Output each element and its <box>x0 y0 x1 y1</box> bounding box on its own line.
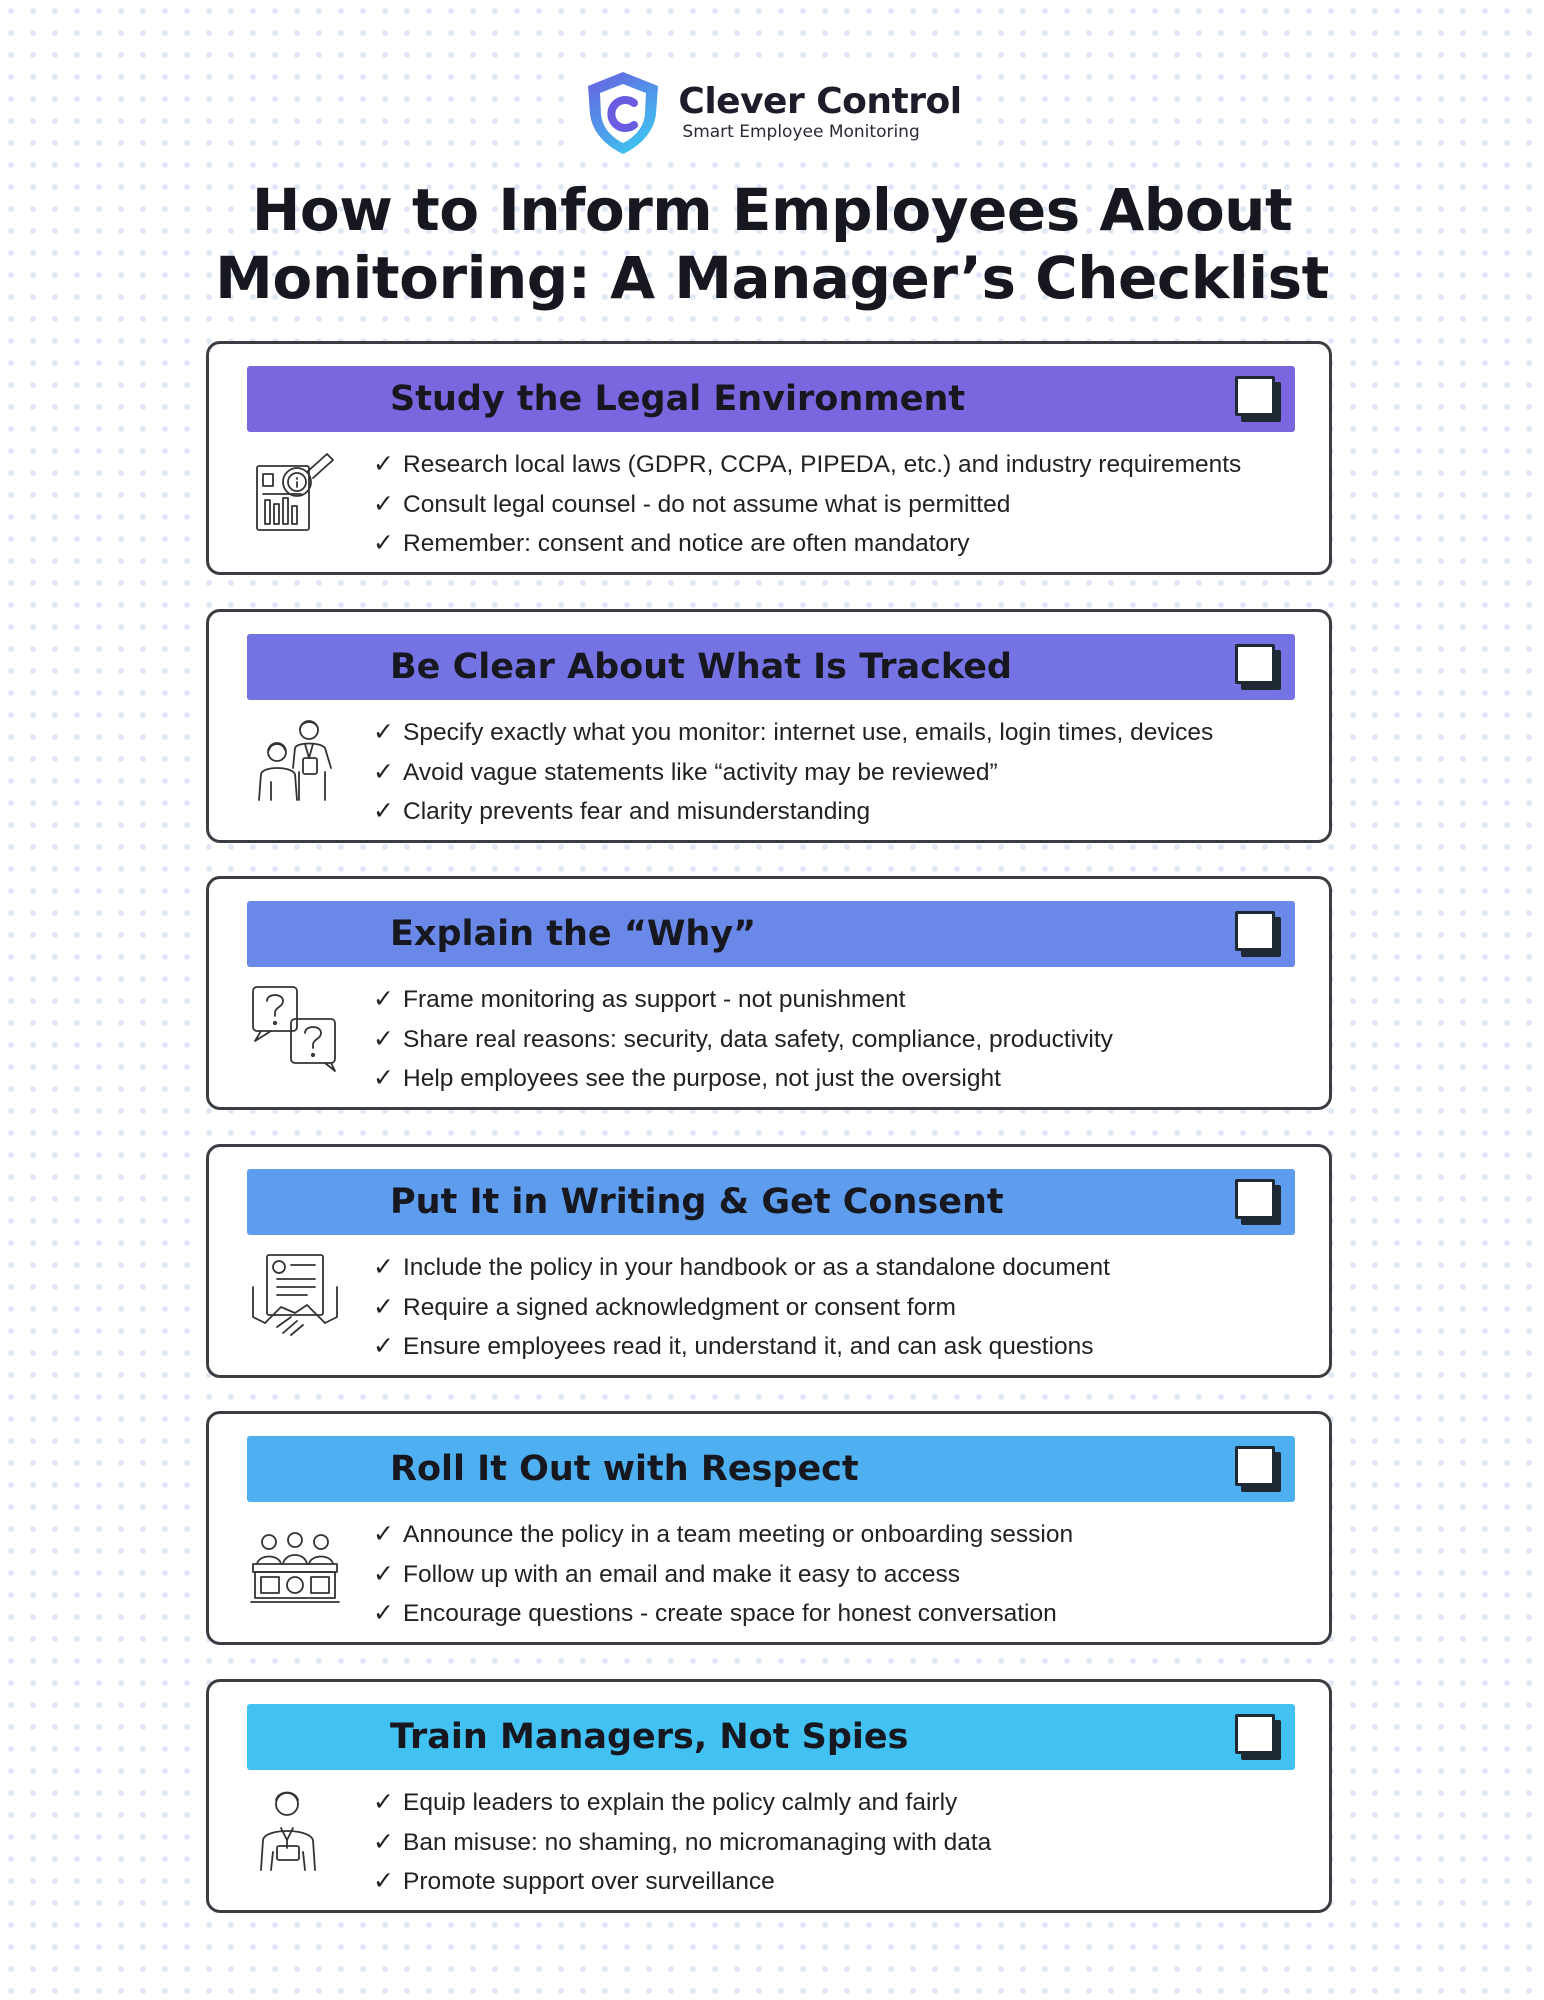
bullet-item <box>373 1514 1073 1554</box>
card-header <box>247 1436 1295 1502</box>
checklist-checkbox[interactable] <box>1235 911 1279 955</box>
bullet-text: Frame monitoring as support - not punishment <box>403 986 906 1013</box>
document-magnifier-icon <box>247 444 343 540</box>
bullet-item <box>373 1247 1110 1287</box>
checklist-card-1 <box>206 341 1332 575</box>
checkmark-icon: ✓ <box>373 488 394 518</box>
checkmark-icon: ✓ <box>373 1787 394 1816</box>
bullet-text: Specify exactly what you monitor: internet use, emails, login times, devices <box>403 719 1214 746</box>
card-title: Be Clear About What Is Tracked <box>390 647 1012 687</box>
page-title-line-2: Monitoring: A Manager’s Checklist <box>215 244 1329 312</box>
bullet-text: Ensure employees read it, understand it, and can ask questions <box>403 1333 1094 1360</box>
checkmark-icon: ✓ <box>373 1291 394 1321</box>
checklist-card-2 <box>206 609 1332 843</box>
bullet-list <box>373 444 1241 563</box>
checkmark-icon: ✓ <box>373 1252 394 1281</box>
people-conversation-icon <box>247 712 343 808</box>
bullet-item <box>373 752 1213 792</box>
team-meeting-icon <box>247 1514 343 1610</box>
bullet-item <box>373 1861 991 1901</box>
bullet-text: Equip leaders to explain the policy calmly and fairly <box>403 1789 958 1816</box>
bullet-list <box>373 712 1213 831</box>
card-header <box>247 901 1295 967</box>
card-title: Train Managers, Not Spies <box>390 1717 909 1757</box>
checklist-checkbox[interactable] <box>1235 1446 1279 1490</box>
bullet-text: Announce the policy in a team meeting or onboarding session <box>403 1521 1074 1548</box>
checkmark-icon: ✓ <box>373 1331 394 1360</box>
bullet-list <box>373 1782 991 1901</box>
bullet-text: Remember: consent and notice are often mandatory <box>403 530 970 557</box>
bullet-text: Help employees see the purpose, not just the oversight <box>403 1065 1001 1092</box>
checkmark-icon: ✓ <box>373 1063 394 1092</box>
checkmark-icon: ✓ <box>373 1866 394 1895</box>
checkmark-icon: ✓ <box>373 1519 394 1548</box>
bullet-item <box>373 1287 1110 1327</box>
brand-tagline: Smart Employee Monitoring <box>682 122 920 142</box>
bullet-text: Include the policy in your handbook or as a standalone document <box>403 1254 1110 1281</box>
card-title: Study the Legal Environment <box>390 379 966 419</box>
bullet-list <box>373 1514 1073 1633</box>
checkmark-icon: ✓ <box>373 796 394 825</box>
checkmark-icon: ✓ <box>373 1598 394 1627</box>
checkmark-icon: ✓ <box>373 756 394 786</box>
page-title-line-1: How to Inform Employees About <box>251 176 1293 244</box>
card-header <box>247 634 1295 700</box>
page-title <box>0 176 1544 312</box>
checklist-card-5 <box>206 1411 1332 1645</box>
checkbox-box <box>1235 644 1275 684</box>
bullet-text: Follow up with an email and make it easy to access <box>403 1560 960 1588</box>
checklist-checkbox[interactable] <box>1235 376 1279 420</box>
question-bubbles-icon <box>247 979 343 1075</box>
bullet-item <box>373 1554 1073 1594</box>
checklist-checkbox[interactable] <box>1235 1714 1279 1758</box>
bullet-text: Require a signed acknowledgment or consent form <box>403 1293 956 1321</box>
bullet-item <box>373 1782 991 1822</box>
bullet-text: Consult legal counsel - do not assume what is permitted <box>403 490 1011 518</box>
card-title: Roll It Out with Respect <box>390 1449 859 1489</box>
bullet-item <box>373 979 1113 1019</box>
bullet-text: Research local laws (GDPR, CCPA, PIPEDA, etc.) and industry requirements <box>403 451 1242 478</box>
checkbox-box <box>1235 1179 1275 1219</box>
bullet-text: Encourage questions - create space for honest conversation <box>403 1600 1057 1627</box>
checkbox-box <box>1235 911 1275 951</box>
checklist-card-3 <box>206 876 1332 1110</box>
bullet-item <box>373 791 1213 831</box>
bullet-item <box>373 1822 991 1862</box>
checkbox-box <box>1235 1714 1275 1754</box>
checklist-card-6 <box>206 1679 1332 1913</box>
handshake-document-icon <box>247 1247 343 1343</box>
bullet-text: Promote support over surveillance <box>403 1868 775 1895</box>
checkmark-icon: ✓ <box>373 984 394 1013</box>
checkmark-icon: ✓ <box>373 717 394 746</box>
bullet-list <box>373 979 1113 1098</box>
bullet-item <box>373 1593 1073 1633</box>
card-header <box>247 1704 1295 1770</box>
checkmark-icon: ✓ <box>373 1826 394 1856</box>
brand-name: Clever Control <box>678 81 962 122</box>
bullet-item <box>373 1326 1110 1366</box>
card-title: Put It in Writing & Get Consent <box>390 1182 1004 1222</box>
bullet-item <box>373 1058 1113 1098</box>
checkmark-icon: ✓ <box>373 1023 394 1053</box>
card-title: Explain the “Why” <box>390 914 757 954</box>
bullet-text: Ban misuse: no shaming, no micromanaging with data <box>403 1828 992 1856</box>
manager-person-icon <box>247 1782 343 1878</box>
checkbox-box <box>1235 376 1275 416</box>
bullet-list <box>373 1247 1110 1366</box>
bullet-item <box>373 1019 1113 1059</box>
shield-logo-icon <box>582 68 664 156</box>
bullet-item <box>373 712 1213 752</box>
card-header <box>247 366 1295 432</box>
bullet-text: Share real reasons: security, data safety, compliance, productivity <box>403 1025 1113 1053</box>
bullet-item <box>373 484 1241 524</box>
bullet-item <box>373 444 1241 484</box>
brand-header <box>0 66 1544 158</box>
checklist-checkbox[interactable] <box>1235 644 1279 688</box>
checkmark-icon: ✓ <box>373 528 394 557</box>
bullet-text: Clarity prevents fear and misunderstanding <box>403 798 871 825</box>
brand-logo <box>574 66 969 158</box>
card-header <box>247 1169 1295 1235</box>
bullet-item <box>373 523 1241 563</box>
bullet-text: Avoid vague statements like “activity may be reviewed” <box>403 758 998 786</box>
checklist-card-4 <box>206 1144 1332 1378</box>
checkmark-icon: ✓ <box>373 449 394 478</box>
checkmark-icon: ✓ <box>373 1558 394 1588</box>
checkbox-box <box>1235 1446 1275 1486</box>
checklist-checkbox[interactable] <box>1235 1179 1279 1223</box>
